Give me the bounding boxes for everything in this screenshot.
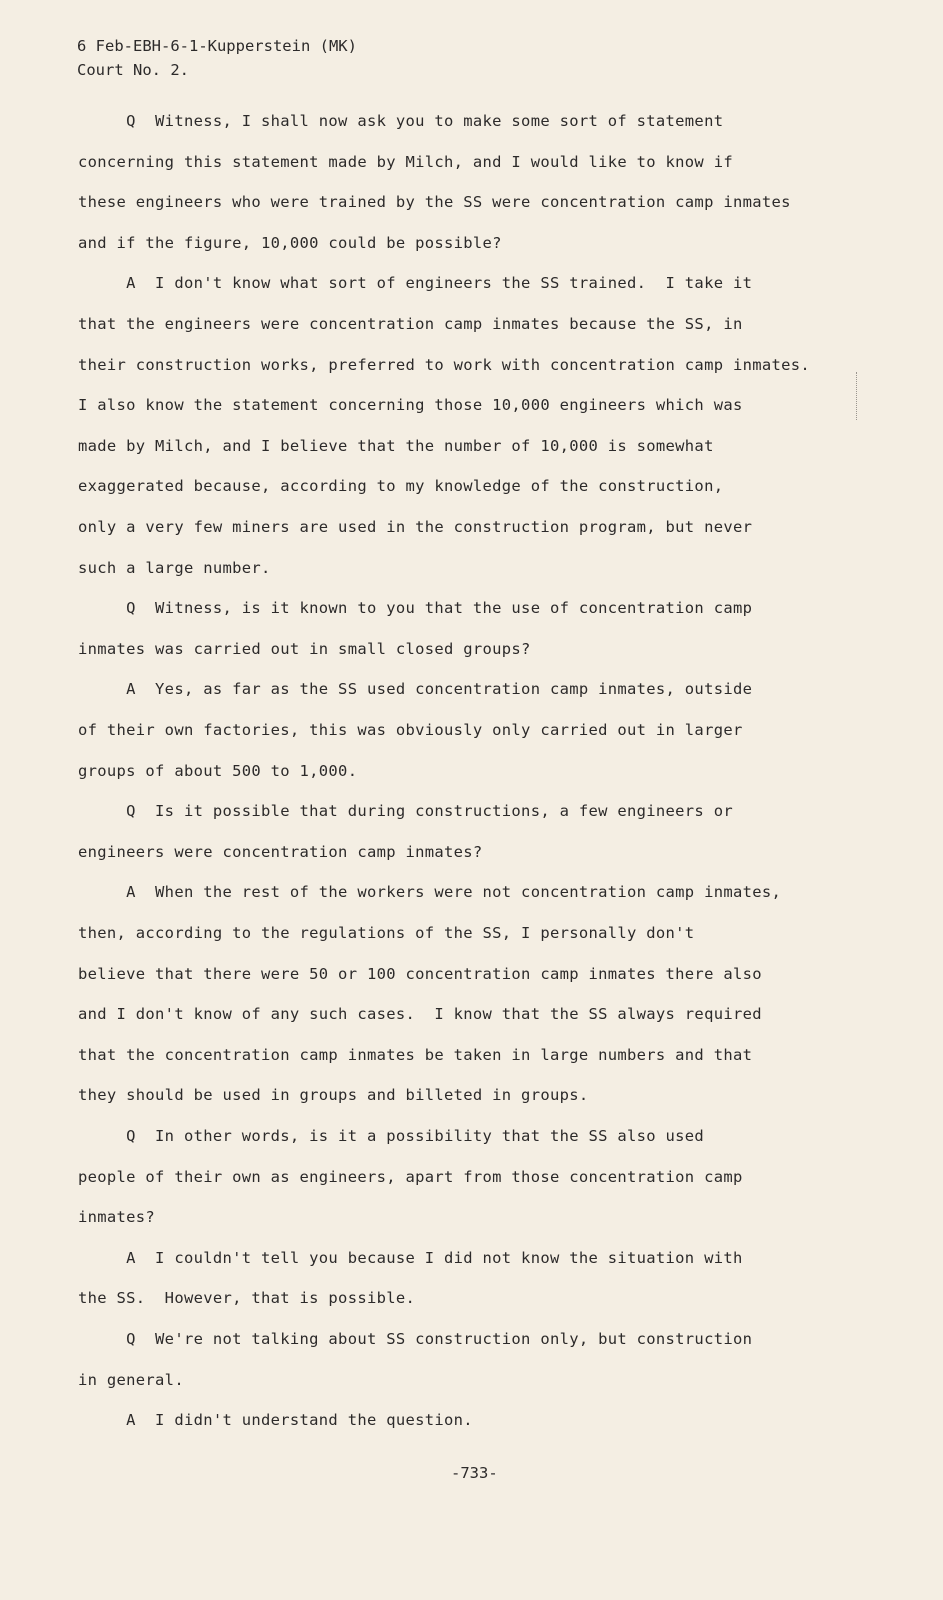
transcript-line: their construction works, preferred to work with concentration camp inmates. xyxy=(78,355,811,374)
transcript-line: Q In other words, is it a possibility that the SS also used xyxy=(78,1127,705,1145)
transcript-line: these engineers who were trained by the SS were concentration camp inmates xyxy=(78,193,791,212)
transcript-line: concerning this statement made by Milch, and I would like to know if xyxy=(78,152,733,171)
transcript-line: such a large number. xyxy=(78,558,271,577)
transcript-line: the SS. However, that is possible. xyxy=(78,1289,416,1308)
transcript-line: engineers were concentration camp inmates? xyxy=(78,842,483,861)
transcript-line: only a very few miners are used in the construction program, but never xyxy=(78,518,753,536)
header-court: Court No. 2. xyxy=(77,61,189,79)
transcript-line: then, according to the regulations of the SS, I personally don't xyxy=(78,924,695,942)
transcript-line: I also know the statement concerning those 10,000 engineers which was xyxy=(78,396,743,415)
transcript-line: A I don't know what sort of engineers the SS trained. I take it xyxy=(78,274,753,293)
document-header xyxy=(77,34,357,82)
transcript-line: A Yes, as far as the SS used concentration camp inmates, outside xyxy=(78,680,753,699)
transcript-line: that the engineers were concentration camp inmates because the SS, in xyxy=(78,315,743,333)
transcript-line: inmates? xyxy=(78,1208,156,1227)
transcript-line: of their own factories, this was obviously only carried out in larger xyxy=(78,721,743,739)
transcript-line: A I couldn't tell you because I did not know the situation with xyxy=(78,1248,743,1267)
page-number: -733- xyxy=(451,1464,498,1482)
transcript-line: inmates was carried out in small closed groups? xyxy=(78,639,531,658)
transcript-line: groups of about 500 to 1,000. xyxy=(78,761,358,780)
transcript-line: A When the rest of the workers were not concentration camp inmates, xyxy=(78,883,782,902)
transcript-line: exaggerated because, according to my knowledge of the construction, xyxy=(78,477,724,496)
transcript-line: A I didn't understand the question. xyxy=(78,1411,473,1430)
transcript-line: made by Milch, and I believe that the number of 10,000 is somewhat xyxy=(78,436,714,455)
transcript-line: in general. xyxy=(78,1370,184,1389)
transcript-line: people of their own as engineers, apart from those concentration camp xyxy=(78,1167,743,1186)
transcript-line: and if the figure, 10,000 could be possible? xyxy=(78,233,502,252)
transcript-line: Q Witness, is it known to you that the use of concentration camp xyxy=(78,599,753,618)
margin-mark xyxy=(856,372,859,420)
header-reference: 6 Feb-EBH-6-1-Kupperstein (MK) xyxy=(77,37,357,55)
transcript-line: Q Witness, I shall now ask you to make some sort of statement xyxy=(78,112,724,130)
transcript-line: and I don't know of any such cases. I know that the SS always required xyxy=(78,1005,762,1024)
transcript-line: Q We're not talking about SS construction only, but construction xyxy=(78,1330,753,1348)
transcript-line: that the concentration camp inmates be taken in large numbers and that xyxy=(78,1045,753,1064)
transcript-line: believe that there were 50 or 100 concentration camp inmates there also xyxy=(78,964,762,983)
transcript-line: they should be used in groups and billeted in groups. xyxy=(78,1086,589,1105)
transcript-line: Q Is it possible that during constructions, a few engineers or xyxy=(78,802,733,821)
